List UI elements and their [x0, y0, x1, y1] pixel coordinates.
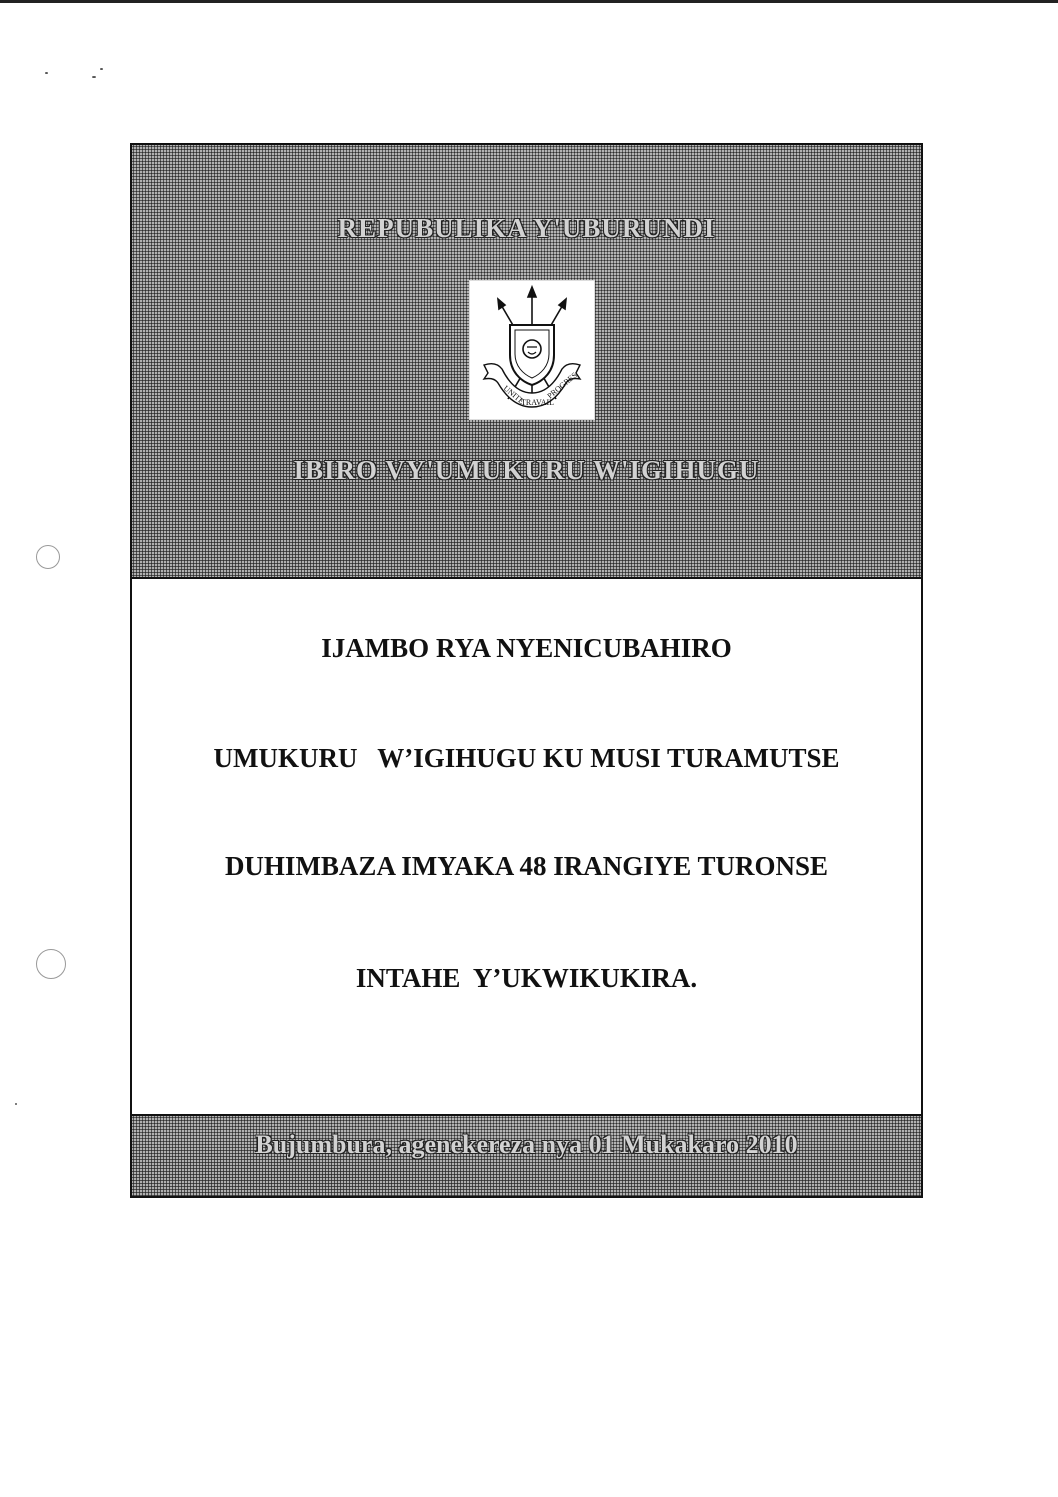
- burundi-coat-of-arms-icon: [470, 281, 594, 419]
- scan-speck: [45, 72, 48, 74]
- motto-travail: TRAVAIL: [521, 398, 555, 407]
- punch-hole: [36, 949, 66, 979]
- punch-hole: [36, 545, 60, 569]
- office-heading: IBIRO VY'UMUKURU W'IGIHUGU: [293, 455, 760, 485]
- motto-progres: PROGRES: [545, 370, 579, 401]
- title-line-2: UMUKURU W’IGIHUGU KU MUSI TURAMUTSE: [213, 743, 840, 773]
- footer-band: [132, 1114, 921, 1196]
- scan-speck: [100, 68, 103, 70]
- cover-frame: [130, 143, 923, 1198]
- scan-speck: [92, 76, 96, 78]
- coat-of-arms: [469, 280, 595, 420]
- scan-speck: [15, 1103, 17, 1105]
- title-line-3: DUHIMBAZA IMYAKA 48 IRANGIYE TURONSE: [224, 851, 829, 881]
- title-line-4: INTAHE Y’UKWIKUKIRA.: [355, 963, 698, 993]
- place-date: Bujumbura, agenekereza nya 01 Mukakaro 2010: [255, 1130, 798, 1159]
- country-heading: REPUBULIKA Y'UBURUNDI: [337, 213, 716, 243]
- motto-unite: UNITE: [501, 383, 526, 406]
- header-band: [132, 145, 921, 579]
- scan-edge: [0, 0, 1058, 3]
- title-line-1: IJAMBO RYA NYENICUBAHIRO: [321, 633, 732, 663]
